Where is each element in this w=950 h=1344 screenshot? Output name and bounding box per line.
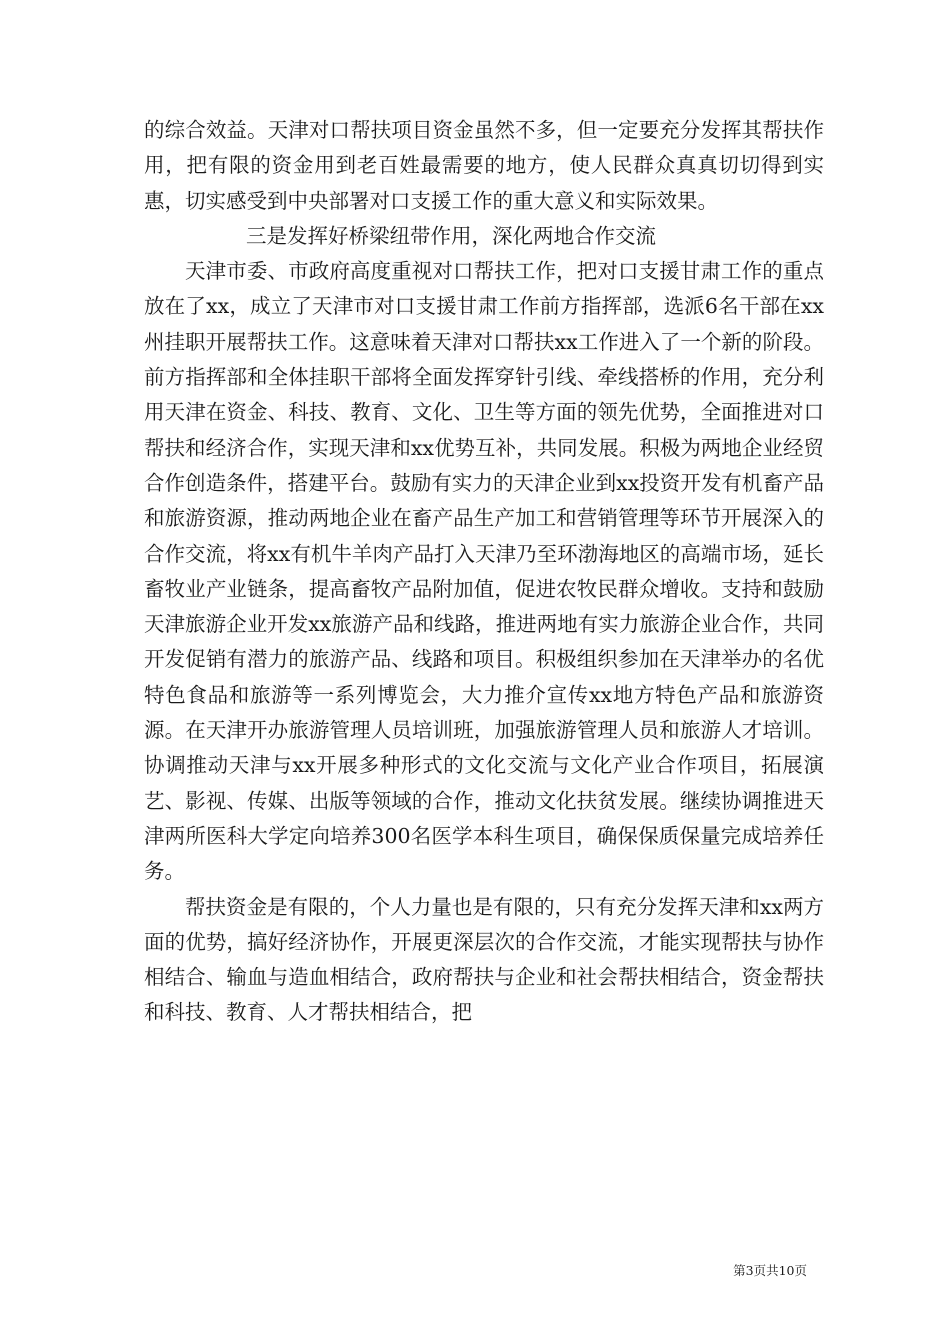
paragraph: 帮扶资金是有限的，个人力量也是有限的，只有充分发挥天津和xx两方面的优势，搞好经济协作，开展更深层次的合作交流，才能实现帮扶与协作相结合、输血与造血相结合，政府帮扶与企业和社会帮扶相结合，资金帮扶和科技、教育、人才帮扶相结合，把 [144, 894, 824, 1025]
page-footer: 第3页共10页 [733, 1263, 807, 1278]
paragraph: 天津市委、市政府高度重视对口帮扶工作，把对口支援甘肃工作的重点放在了xx，成立了天津市对口支援甘肃工作前方指挥部，选派6名干部在xx州挂职开展帮扶工作。这意味着天津对口帮扶xx工作进入了一个新的阶段。前方指挥部和全体挂职干部将全面发挥穿针引线、牵线搭桥的作用，充分利用天津在资金、科技、教育、文化、卫生等方面的领先优势，全面推进对口帮扶和经济合作，实现天津和xx优势互补，共同发展。积极为两地企业经贸合作创造条件，搭建平台。鼓励有实力的天津企业到xx投资开发有机畜产品和旅游资源，推动两地企业在畜产品生产加工和营销管理等环节开展深入的合作交流，将xx有机牛羊肉产品打入天津乃至环渤海地区的高端市场，延长畜牧业产业链条，提高畜牧产品附加值，促进农牧民群众增收。支持和鼓励天津旅游企业开发xx旅游产品和线路，推进两地有实力旅游企业合作，共同开发促销有潜力的旅游产品、线路和项目。积极组织参加在天津举办的名优特色食品和旅游等一系列博览会，大力推介宣传xx地方特色产品和旅游资源。在天津开办旅游管理人员培训班，加强旅游管理人员和旅游人才培训。协调推动天津与xx开展多种形式的文化交流与文化产业合作项目，拓展演艺、影视、传媒、出版等领域的合作，推动文化扶贫发展。继续协调推进天津两所医科大学定向培养300名医学本科生项目，确保保质保量完成培养任务。 [144, 259, 824, 884]
paragraph-continuation: 的综合效益。天津对口帮扶项目资金虽然不多，但一定要充分发挥其帮扶作用，把有限的资金用到老百姓最需要的地方，使人民群众真真切切得到实惠，切实感受到中央部署对口支援工作的重大意义和实际效果。 [144, 118, 824, 213]
document-body [144, 113, 824, 1031]
section-heading: 三是发挥好桥梁纽带作用，深化两地合作交流 [246, 223, 656, 248]
